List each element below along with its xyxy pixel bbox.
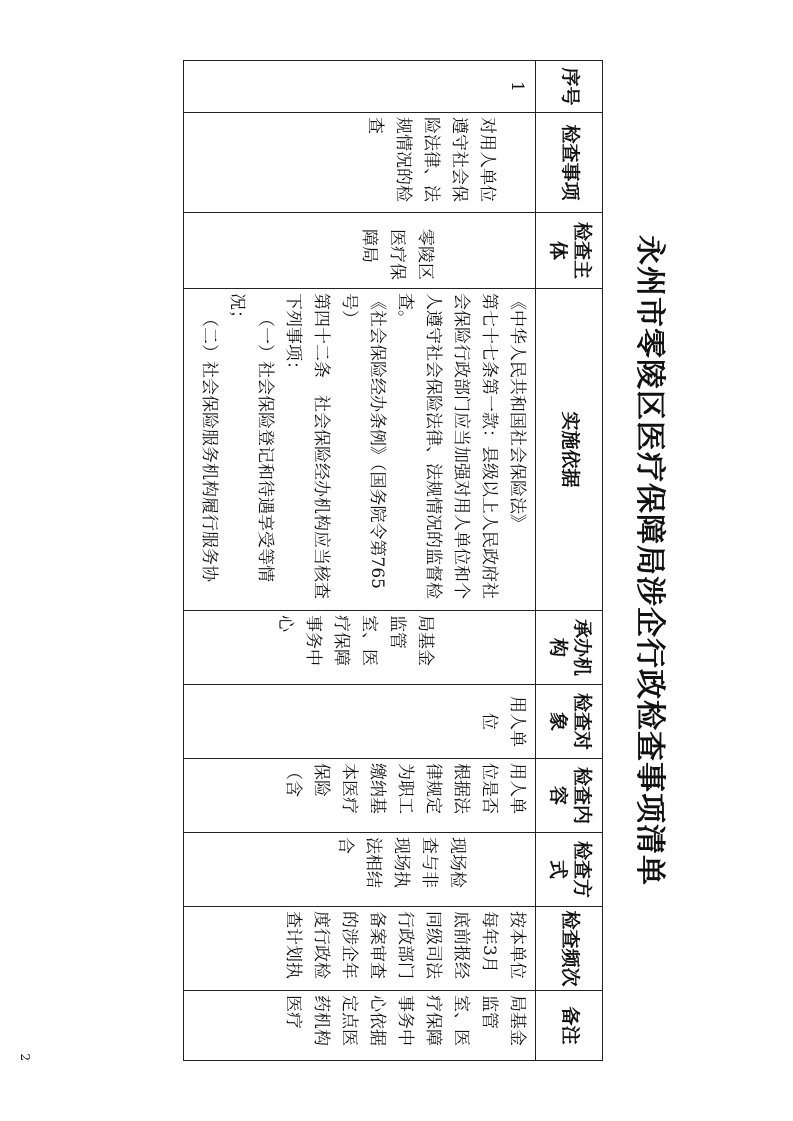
basis-line-3: 《社会保险经办条例》（国务院令第765号） [339,293,387,589]
basis-line-4: 第四十二条 社会保险经办机构应当核查下列事项： [283,293,331,599]
cell-seq: 1 [184,61,536,113]
table-header-row [536,61,603,1061]
header-method: 检查方式 [536,833,603,907]
header-frequency: 检查频次 [536,907,603,991]
cell-target: 用人单位 [184,685,536,759]
header-content: 检查内容 [536,759,603,833]
basis-line-5: （一）社会保险登记和待遇享受等情况； [227,293,275,582]
basis-line-2: 第七十七条第一款：县级以上人民政府社会保险行政部门应当加强对用人单位和个人遵守社会保险法律、法规情况的监督检查。 [395,293,499,599]
header-seq: 序号 [536,61,603,113]
table-row [184,61,536,1061]
inspection-table [183,60,603,1061]
cell-content: 用人单位是否根据法律规定为职工缴纳基本医疗保险（含 [184,759,536,833]
header-remark: 备注 [536,991,603,1061]
cell-basis [184,289,536,611]
cell-remark: 局基金监管室、医疗保障事务中心依据定点医药机构医疗 [184,991,536,1061]
header-basis: 实施依据 [536,289,603,611]
header-item: 检查事项 [536,113,603,213]
cell-subject: 零陵区医疗保障局 [184,213,536,289]
document-title: 永州市零陵区医疗保障局涉企行政检查事项清单 [632,235,667,886]
header-target: 检查对象 [536,685,603,759]
cell-method: 现场检查与非现场执法相结合 [184,833,536,907]
page-number: 2 [18,1053,32,1061]
header-subject: 检查主体 [536,213,603,289]
cell-agency: 局基金监管室、医疗保障事务中心 [184,611,536,685]
cell-item: 对用人单位遵守社会保险法律、法规情况的检查 [184,113,536,213]
header-agency: 承办机构 [536,611,603,685]
basis-line-1: 《中华人民共和国社会保险法》 [507,293,527,531]
cell-frequency: 按本单位每年3月底前报经同级司法行政部门备案审查的涉企年度行政检查计划执 [184,907,536,991]
basis-line-6: （二）社会保险服务机构履行服务协 [199,310,219,582]
